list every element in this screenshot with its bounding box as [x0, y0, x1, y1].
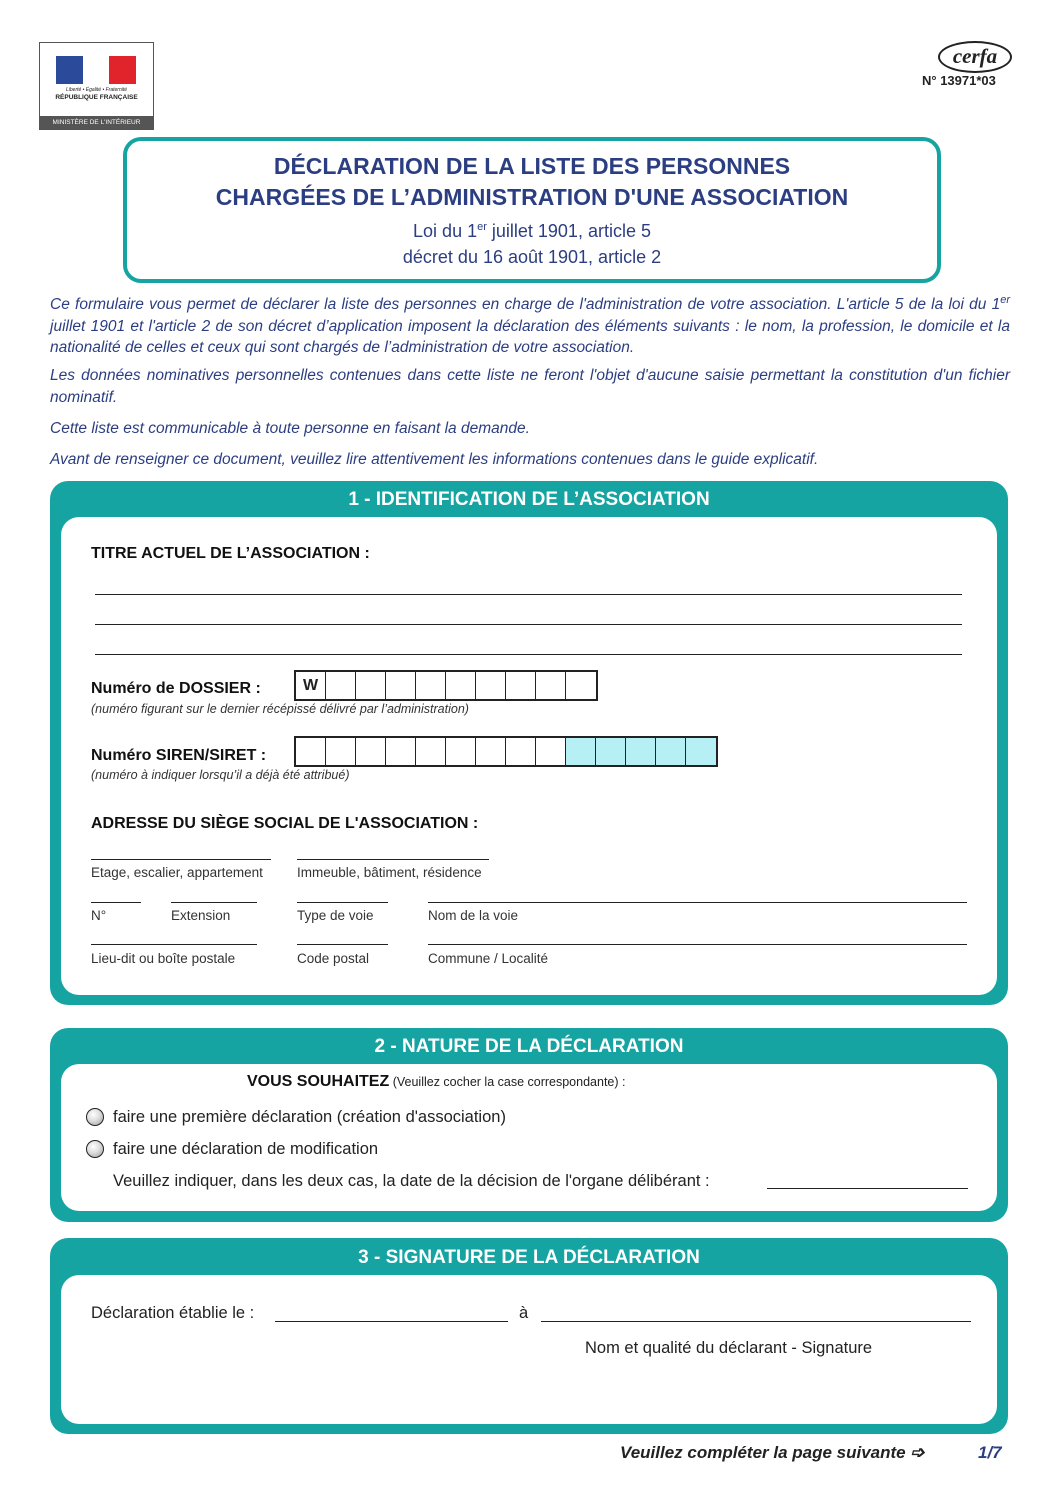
dossier-digit[interactable] [536, 672, 566, 699]
immeuble-label: Immeuble, bâtiment, résidence [297, 865, 482, 880]
declaration-place-line[interactable] [541, 1321, 971, 1322]
siren-field[interactable] [294, 736, 718, 767]
law-post: juillet 1901, article 5 [486, 221, 651, 241]
law-reference [127, 221, 937, 242]
numero-label: N° [91, 908, 107, 923]
extension-line[interactable] [171, 902, 257, 903]
siret-digit[interactable] [656, 738, 686, 765]
intro-paragraph-2: Les données nominatives personnelles contenues dans cette liste ne feront l'objet d'aucune saisie permettant la constitution d'un fichier nominatif. [50, 367, 1010, 406]
siren-digit[interactable] [446, 738, 476, 765]
ministry-logo [39, 42, 154, 130]
siret-digit[interactable] [626, 738, 656, 765]
logo-republic: RÉPUBLIQUE FRANÇAISE [55, 94, 138, 101]
form-title-line2: CHARGÉES DE L’ADMINISTRATION D'UNE ASSOCIATION [215, 184, 849, 210]
association-title-line-3[interactable] [95, 654, 962, 655]
logo-ministry: MINISTÈRE DE L'INTÉRIEUR [40, 116, 153, 129]
type-voie-line[interactable] [297, 902, 388, 903]
marianne-flag-icon [56, 56, 136, 84]
intro-p1-b: juillet 1901 et l'article 2 de son décret d’application imposent la déclaration des éléments suivants : le nom, la profession, le domicile et la nationalité de celles et ceux qui sont chargés de l’administration de votre association. [50, 317, 1010, 357]
title-box [123, 137, 941, 283]
siret-digit[interactable] [686, 738, 716, 765]
association-title-label: TITRE ACTUEL DE L’ASSOCIATION : [91, 545, 370, 562]
siren-label: Numéro SIREN/SIRET : [91, 747, 267, 764]
dossier-digit[interactable] [506, 672, 536, 699]
option-first-declaration-label: faire une première déclaration (création d'association) [113, 1108, 506, 1126]
decision-date-line[interactable] [767, 1188, 968, 1189]
siren-digit[interactable] [476, 738, 506, 765]
logo-motto: Liberté • Égalité • Fraternité [65, 87, 128, 93]
wish-note: (Veuillez cocher la case correspondante) : [389, 1075, 626, 1089]
option-modification-radio[interactable] [86, 1140, 104, 1158]
cerfa-number: N° 13971*03 [922, 73, 996, 88]
option-modification-label: faire une déclaration de modification [113, 1140, 379, 1158]
intro-paragraph-4: Avant de renseigner ce document, veuillez lire attentivement les informations contenues dans le guide explicatif. [50, 451, 819, 468]
wish-line [247, 1073, 625, 1091]
siren-digit[interactable] [296, 738, 326, 765]
cerfa-logo: cerfa [938, 41, 1012, 73]
declaration-date-line[interactable] [275, 1321, 508, 1322]
law-sup: er [477, 221, 487, 233]
dossier-prefix: W [296, 672, 326, 699]
dossier-number-note: (numéro figurant sur le dernier récépissé délivré par l’administration) [91, 702, 469, 716]
commune-line[interactable] [428, 944, 967, 945]
form-title-line1: DÉCLARATION DE LA LISTE DES PERSONNES [273, 153, 791, 179]
section3-heading: 3 - SIGNATURE DE LA DÉCLARATION [358, 1247, 700, 1268]
address-label: ADRESSE DU SIÈGE SOCIAL DE L'ASSOCIATION : [91, 815, 479, 832]
siren-digit[interactable] [536, 738, 566, 765]
extension-label: Extension [171, 908, 231, 923]
dossier-digit[interactable] [386, 672, 416, 699]
siren-digit[interactable] [416, 738, 446, 765]
continue-next-page: Veuillez compléter la page suivante ➩ [620, 1443, 925, 1462]
dossier-digit[interactable] [356, 672, 386, 699]
code-postal-line[interactable] [297, 944, 388, 945]
law-pre: Loi du 1 [413, 221, 478, 241]
nom-voie-line[interactable] [428, 902, 967, 903]
decision-date-prompt: Veuillez indiquer, dans les deux cas, la date de la décision de l'organe délibérant : [113, 1172, 710, 1190]
dossier-digit[interactable] [476, 672, 506, 699]
code-postal-label: Code postal [297, 951, 370, 966]
type-voie-label: Type de voie [297, 908, 374, 923]
dossier-digit[interactable] [416, 672, 446, 699]
siren-digit[interactable] [326, 738, 356, 765]
immeuble-line[interactable] [297, 859, 489, 860]
intro-p1-a: Ce formulaire vous permet de déclarer la liste des personnes en charge de l'administration de votre association. L'article 5 de la loi du 1 [50, 296, 1001, 314]
intro-paragraph-3: Cette liste est communicable à toute personne en faisant la demande. [50, 420, 530, 437]
siren-digit[interactable] [356, 738, 386, 765]
lieudit-line[interactable] [91, 944, 257, 945]
dossier-number-field[interactable] [294, 670, 598, 701]
declaration-place-label: à [519, 1304, 529, 1322]
dossier-digit[interactable] [446, 672, 476, 699]
page-number: 1/7 [978, 1443, 1002, 1462]
declaration-date-label: Déclaration établie le : [91, 1304, 255, 1322]
association-title-line-2[interactable] [95, 624, 962, 625]
dossier-number-label: Numéro de DOSSIER : [91, 680, 261, 697]
numero-line[interactable] [91, 902, 141, 903]
siren-digit[interactable] [506, 738, 536, 765]
dossier-digit[interactable] [566, 672, 596, 699]
intro-paragraph-1 [50, 290, 1010, 359]
intro-p1-sup: er [1000, 294, 1010, 306]
association-title-line-1[interactable] [95, 594, 962, 595]
decree-reference: décret du 16 août 1901, article 2 [402, 247, 662, 267]
signature-area[interactable] [560, 1362, 980, 1422]
dossier-digit[interactable] [326, 672, 356, 699]
commune-label: Commune / Localité [428, 951, 549, 966]
option-first-declaration-radio[interactable] [86, 1108, 104, 1126]
section2-heading: 2 - NATURE DE LA DÉCLARATION [374, 1036, 684, 1057]
siren-note: (numéro à indiquer lorsqu’il a déjà été attribué) [91, 768, 350, 782]
signature-label: Nom et qualité du déclarant - Signature [585, 1339, 873, 1357]
siret-digit[interactable] [566, 738, 596, 765]
siret-digit[interactable] [596, 738, 626, 765]
etage-label: Etage, escalier, appartement [91, 865, 263, 880]
section1-heading: 1 - IDENTIFICATION DE L’ASSOCIATION [348, 489, 710, 510]
wish-label: VOUS SOUHAITEZ [247, 1073, 390, 1090]
etage-line[interactable] [91, 859, 271, 860]
siren-digit[interactable] [386, 738, 416, 765]
lieudit-label: Lieu-dit ou boîte postale [91, 951, 236, 966]
nom-voie-label: Nom de la voie [428, 908, 519, 923]
